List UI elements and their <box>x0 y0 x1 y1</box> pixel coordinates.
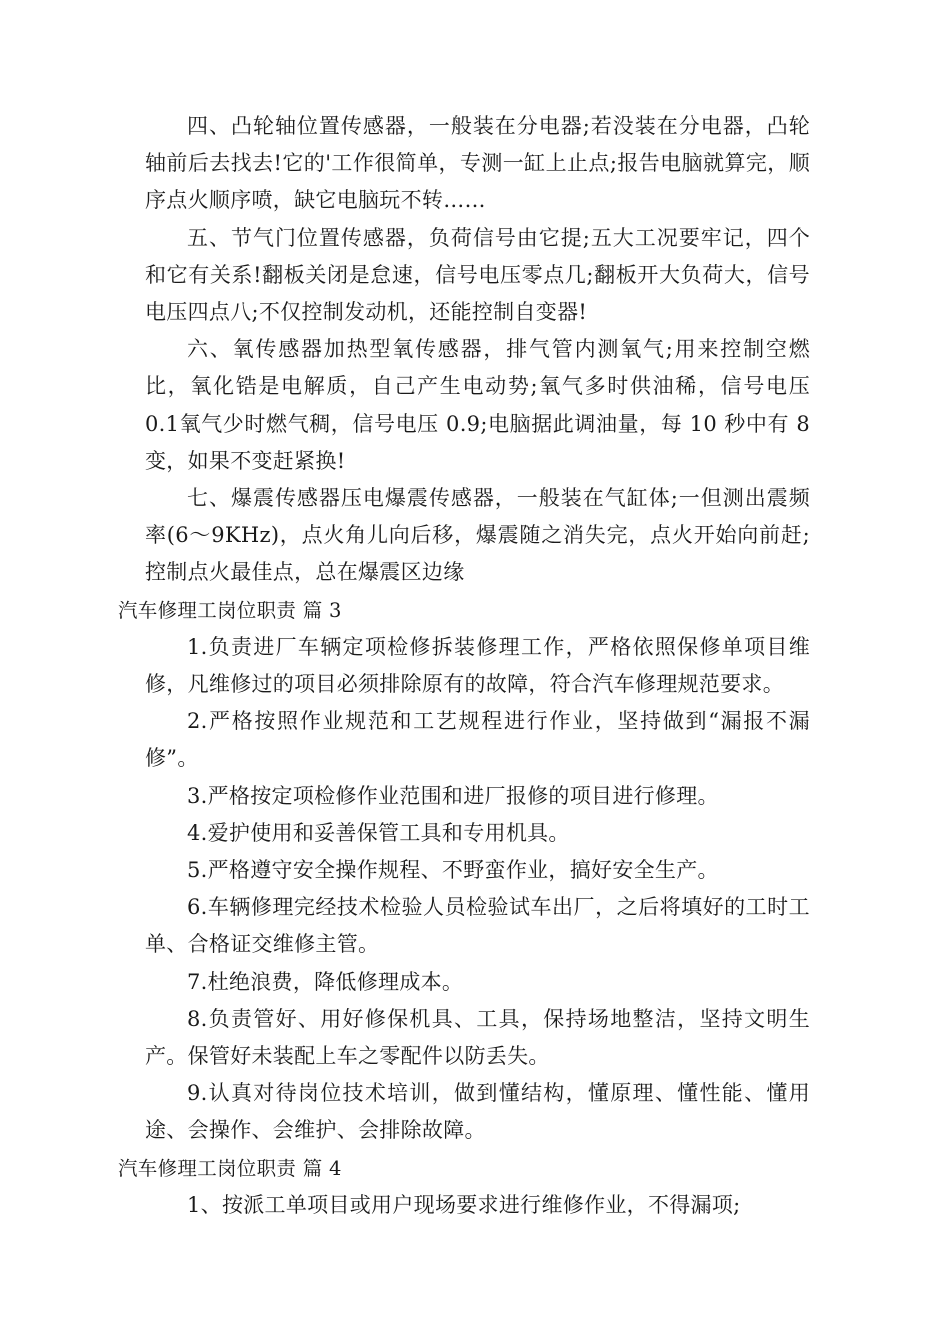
duty-item-7: 7.杜绝浪费，降低修理成本。 <box>187 969 464 994</box>
paragraph-throttle-sensor: 五、节气门位置传感器，负荷信号由它提;五大工况要牢记，四个和它有关系!翻板关闭是怠速，信号电压零点几;翻板开大负荷大，信号电压四点八;不仅控制发动机，还能控制自变器! <box>145 225 810 325</box>
duty-item-2: 2.严格按照作业规范和工艺规程进行作业，坚持做到“漏报不漏修”。 <box>145 709 810 771</box>
section-heading-3: 汽车修理工岗位职责 篇 3 <box>118 598 342 622</box>
paragraph-oxygen-sensor: 六、氧传感器加热型氧传感器，排气管内测氧气;用来控制空燃比，氧化锆是电解质，自己产生电动势;氧气多时供油稀，信号电压 0.1氧气少时燃气稠，信号电压 0.9;电脑据此调油量，每 10 秒中有 8 变，如果不变赶紧换! <box>145 337 810 473</box>
duty-item-9: 9.认真对待岗位技术培训，做到懂结构，懂原理、懂性能、懂用途、会操作、会维护、会排除故障。 <box>145 1081 810 1143</box>
duty-item-6: 6.车辆修理完经技术检验人员检验试车出厂，之后将填好的工时工单、合格证交维修主管。 <box>145 895 810 957</box>
section-heading-4: 汽车修理工岗位职责 篇 4 <box>118 1156 342 1180</box>
paragraph-camshaft-sensor: 四、凸轮轴位置传感器，一般装在分电器;若没装在分电器，凸轮轴前后去找去!它的'工作很简单，专测一缸上止点;报告电脑就算完，顺序点火顺序喷，缺它电脑玩不转…… <box>145 114 810 213</box>
duty-item-4-1: 1、按派工单项目或用户现场要求进行维修作业，不得漏项; <box>187 1192 741 1217</box>
paragraph-knock-sensor: 七、爆震传感器压电爆震传感器，一般装在气缸体;一但测出震频率(6～9KHz)，点火角儿向后移，爆震随之消失完，点火开始向前赶;控制点火最佳点，总在爆震区边缘 <box>145 486 810 585</box>
duty-item-3: 3.严格按定项检修作业范围和进厂报修的项目进行修理。 <box>187 783 719 808</box>
duty-item-5: 5.严格遵守安全操作规程、不野蛮作业，搞好安全生产。 <box>187 858 719 883</box>
duty-item-4: 4.爱护使用和妥善保管工具和专用机具。 <box>187 820 570 845</box>
duty-item-1: 1.负责进厂车辆定项检修拆装修理工作，严格依照保修单项目维修，凡维修过的项目必须排除原有的故障，符合汽车修理规范要求。 <box>145 634 810 697</box>
duty-item-8: 8.负责管好、用好修保机具、工具，保持场地整洁，坚持文明生产。保管好未装配上车之零配件以防丢失。 <box>145 1006 810 1069</box>
document-page <box>118 108 810 1224</box>
